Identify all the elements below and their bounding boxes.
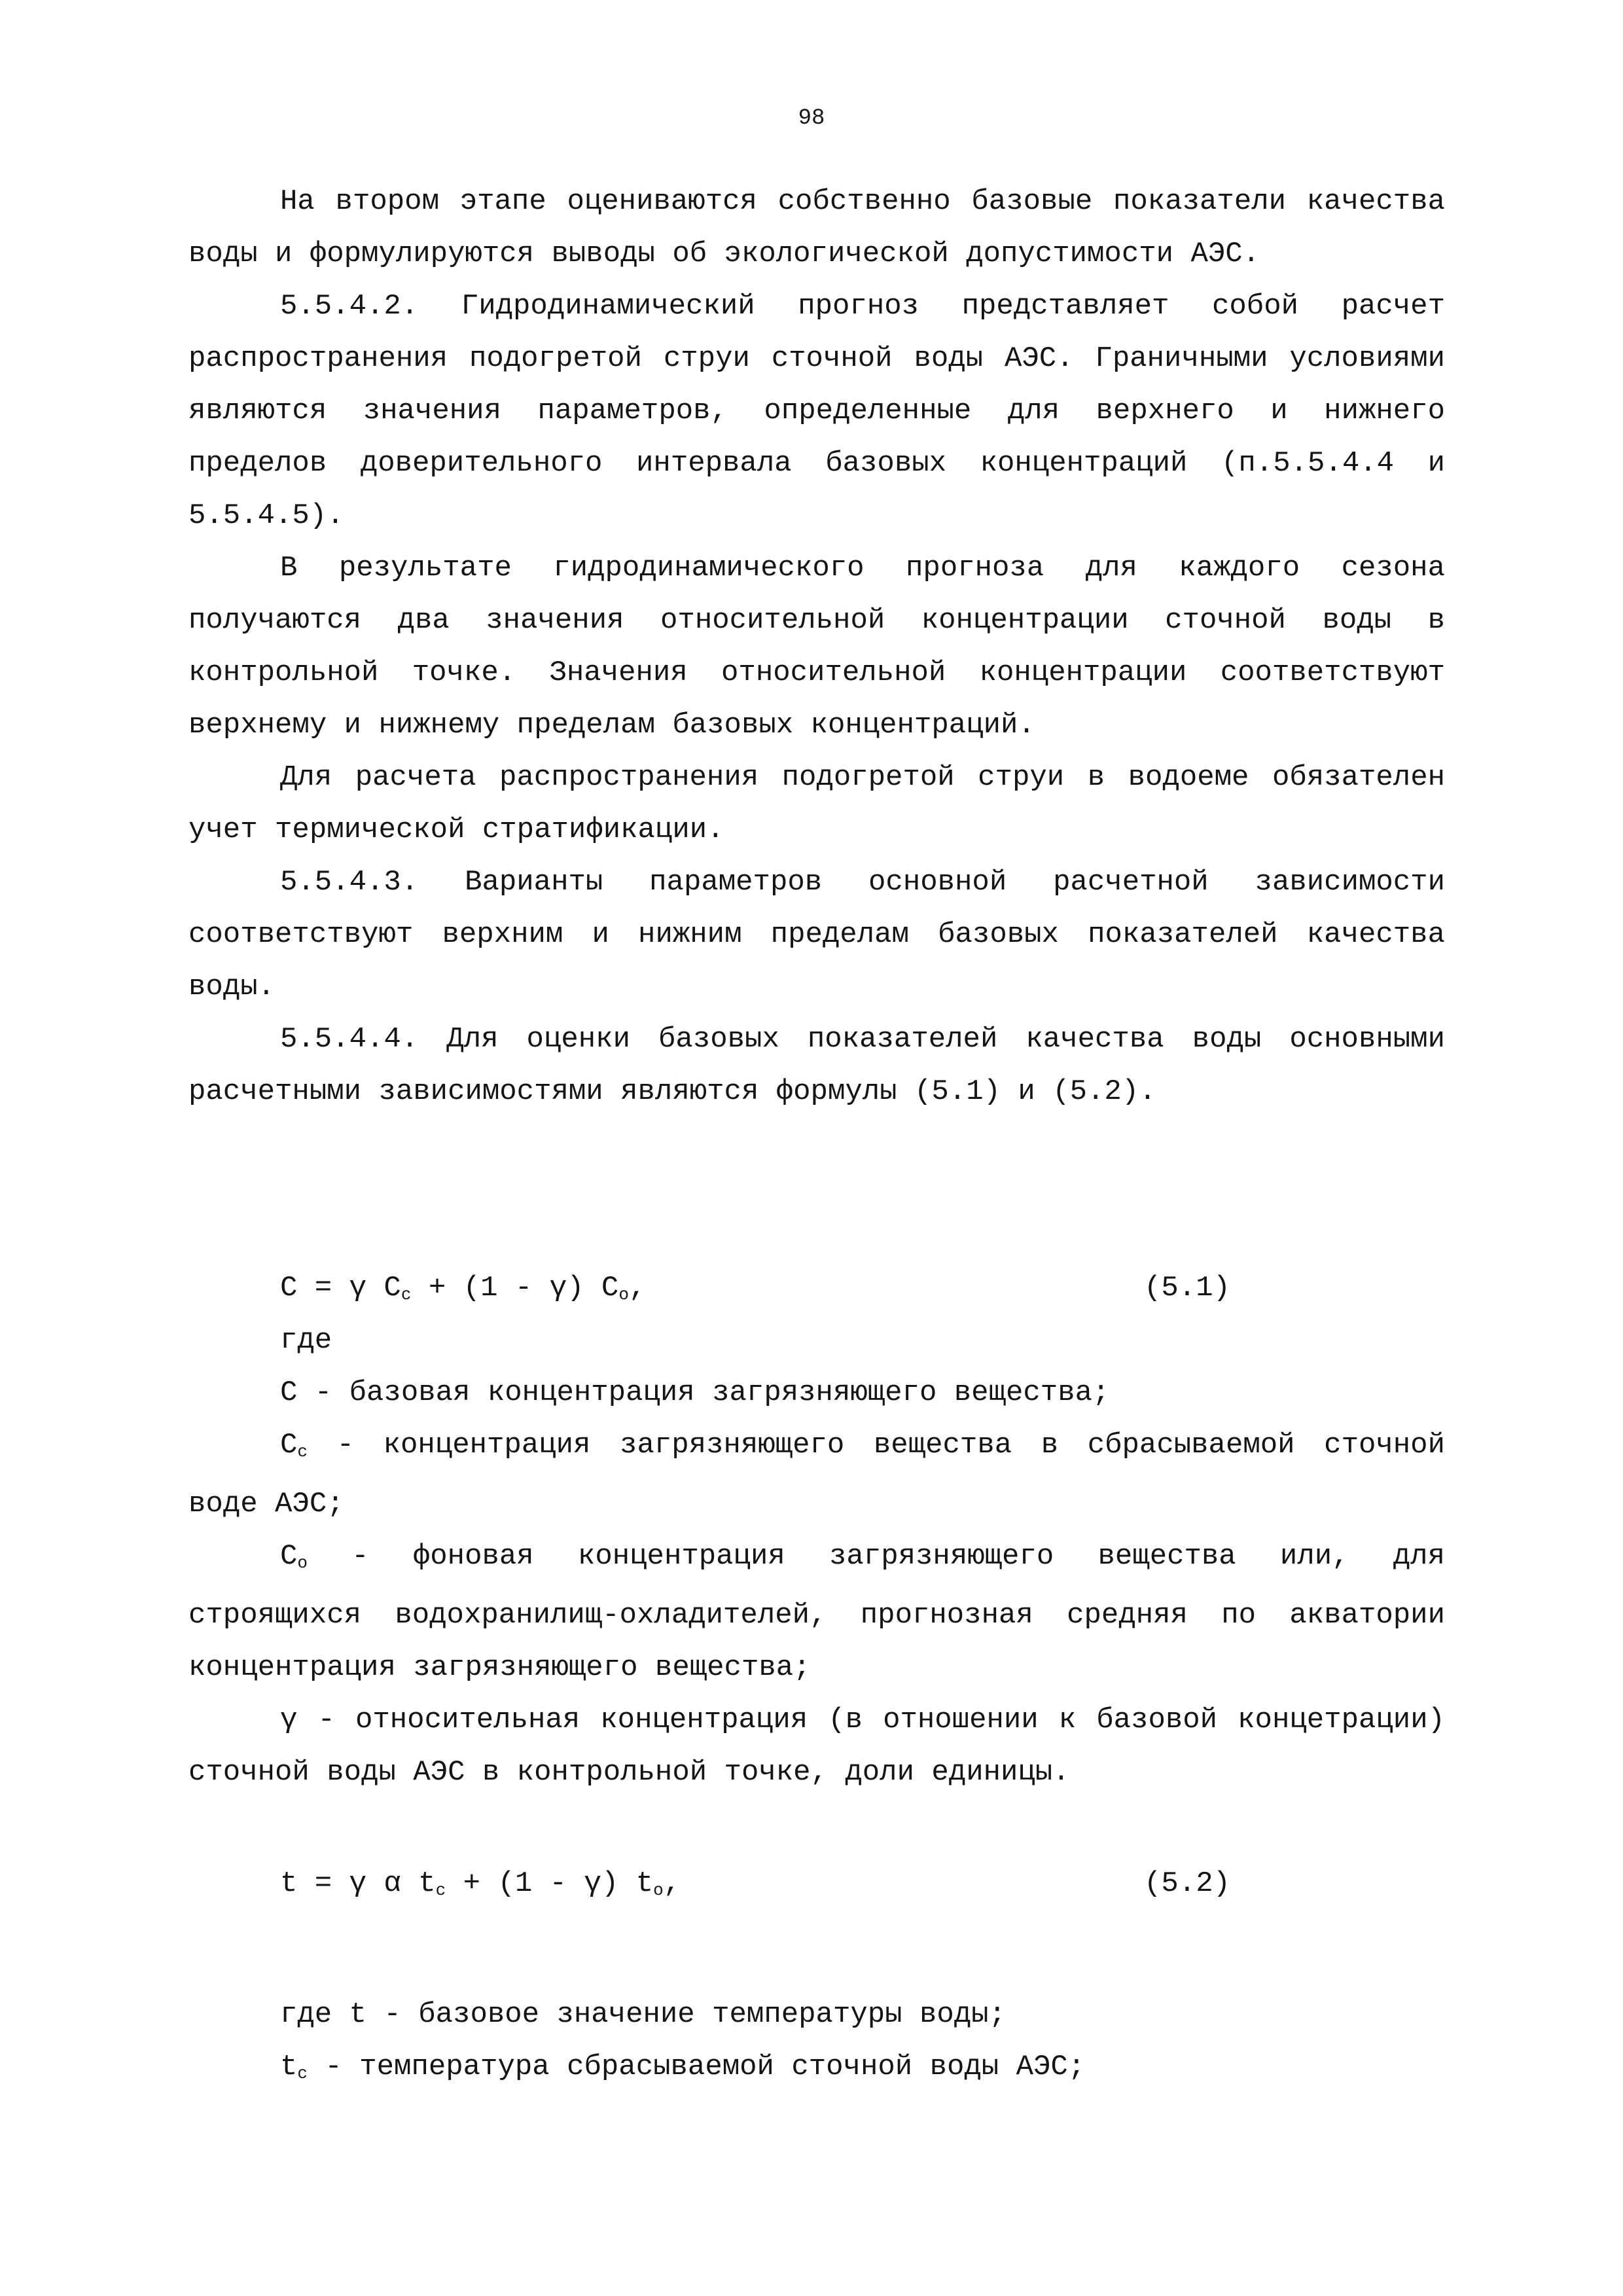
definition-tc: $t_c$ - температура сбрасываемой сточной воды АЭС; — [280, 2051, 1086, 2083]
definition-co: $C_o$ - фоновая концентрация загрязняющего вещества или, для строящихся водохранилищ-охладителей, прогнозная средняя по акватории концентрация загрязняющего вещества; — [188, 1540, 1445, 1684]
formula-number: (5.2) — [1144, 1867, 1231, 1900]
definitions-2 — [188, 1988, 1445, 2100]
definition-gamma: γ - относительная концентрация (в отношении к базовой концетрации) сточной воды АЭС в контрольной точке, доли единицы. — [188, 1704, 1445, 1789]
where-label: где — [280, 1324, 332, 1357]
paragraph: Для расчета распространения подогретой струи в водоеме обязателен учет термической стратификации. — [188, 761, 1445, 846]
definition-c: C - базовая концентрация загрязняющего вещества; — [280, 1376, 1110, 1409]
formula-5-1: C = γ $C_c + (1 - \gamma)$ $C_o$, (5.1) — [188, 1262, 1445, 1314]
paragraph: 5.5.4.3. Варианты параметров основной расчетной зависимости соответствуют верхним и нижним пределам базовых показателей качества воды. — [188, 866, 1445, 1003]
paragraph: В результате гидродинамического прогноза для каждого сезона получаются два значения относительной концентрации сточной воды в контрольной точке. Значения относительной концентрации соответствуют верхнему и нижнему пределам базовых концентраций. — [188, 552, 1445, 742]
paragraph: На втором этапе оцениваются собственно базовые показатели качества воды и формулируются выводы об экологической допустимости АЭС. — [188, 185, 1445, 270]
body-text — [188, 175, 1445, 1118]
page-number: 98 — [798, 106, 825, 131]
formula-5-2: t = γ α $t_c + (1 - \gamma)$ $t_o$, (5.2) — [188, 1857, 1445, 1910]
paragraph: 5.5.4.4. Для оценки базовых показателей качества воды основными расчетными зависимостями являются формулы (5.1) и (5.2). — [188, 1023, 1445, 1108]
definition-t: где t - базовое значение температуры воды; — [280, 1998, 1006, 2031]
formula-section-2 — [188, 1857, 1445, 1910]
formula-section-1 — [188, 1262, 1445, 1799]
paragraph: 5.5.4.2. Гидродинамический прогноз представляет собой расчет распространения подогретой струи сточной воды АЭС. Граничными условиями являются значения параметров, определенные для верхнего и нижнего пределов доверительного интервала базовых концентраций (п.5.5.4.4 и 5.5.4.5). — [188, 290, 1445, 532]
formula-number: (5.1) — [1144, 1272, 1231, 1304]
definition-cc: $C_c$ - концентрация загрязняющего вещества в сбрасываемой сточной воде АЭС; — [188, 1429, 1445, 1520]
